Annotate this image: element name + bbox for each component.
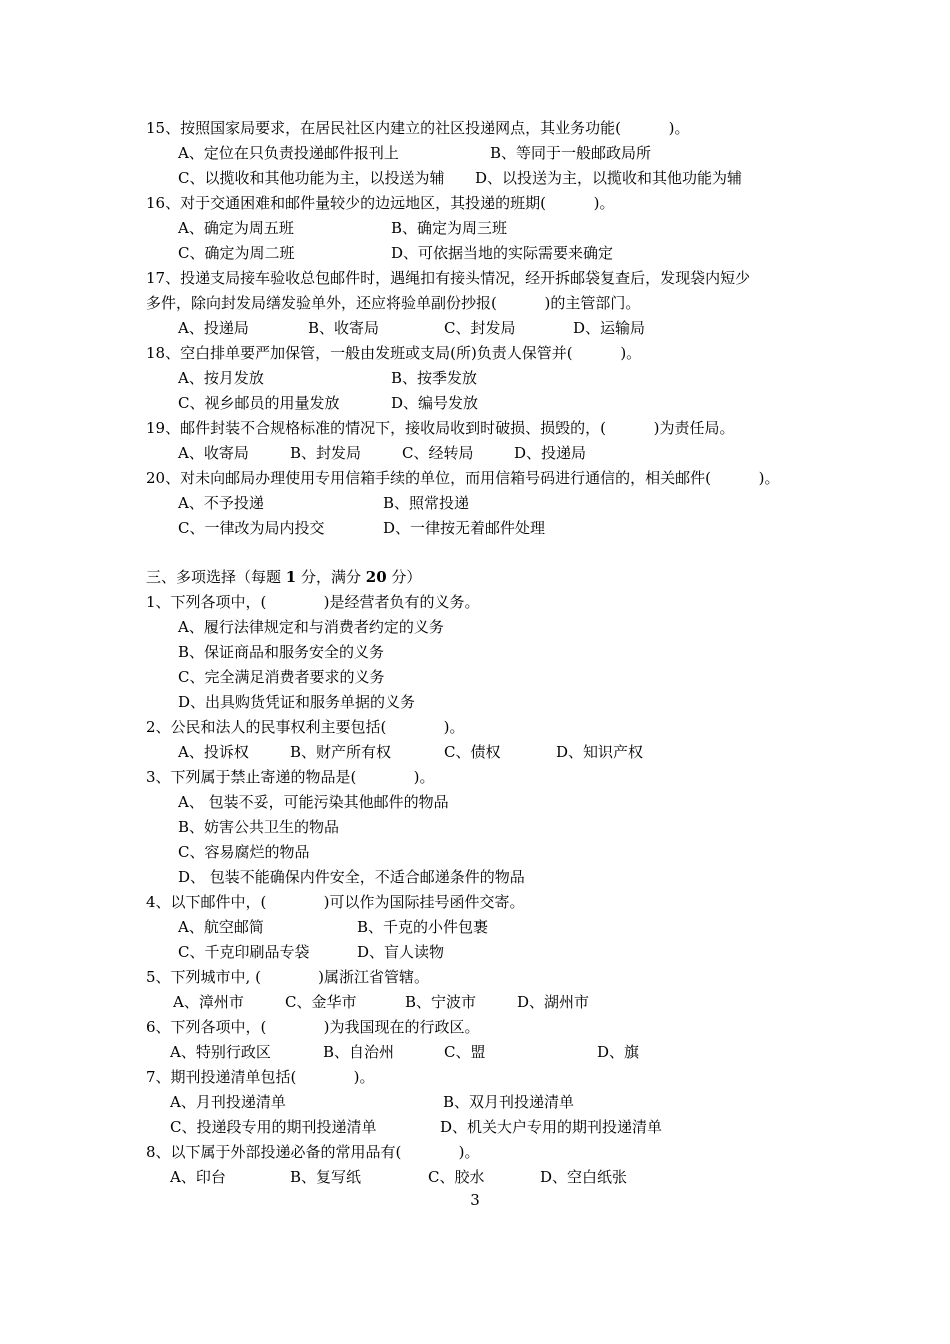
option: C、完全满足消费者要求的义务: [178, 668, 385, 686]
option: B、复写纸: [290, 1168, 362, 1186]
option: C、确定为周二班: [178, 244, 295, 262]
option: D、机关大户专用的期刊投递清单: [440, 1118, 663, 1136]
option: A、按月发放: [178, 369, 264, 387]
option: C、债权: [444, 743, 501, 761]
option: A、 包装不妥，可能污染其他邮件的物品: [178, 793, 449, 811]
option: C、千克印刷品专袋: [178, 943, 310, 961]
question-stem: 6、下列各项中，( )为我国现在的行政区。: [146, 1018, 480, 1036]
option: A、印台: [170, 1168, 226, 1186]
option: A、定位在只负责投递邮件报刊上: [178, 144, 399, 162]
question-stem-continued: 多件，除向封发局缮发验单外，还应将验单副份抄报( )的主管部门。: [146, 294, 641, 312]
option: C、经转局: [402, 444, 474, 462]
option: D、盲人读物: [357, 943, 445, 961]
question-stem: 19、邮件封装不合规格标准的情况下，接收局收到时破损、损毁的，( )为责任局。: [146, 419, 735, 437]
question-stem: 1、下列各项中，( )是经营者负有的义务。: [146, 593, 480, 611]
question-stem: 20、对未向邮局办理使用专用信箱手续的单位，而用信箱号码进行通信的，相关邮件( )。: [146, 469, 780, 487]
option: B、宁波市: [405, 993, 477, 1011]
option: D、旗: [597, 1043, 640, 1061]
option: B、双月刊投递清单: [443, 1093, 575, 1111]
option: B、自治州: [323, 1043, 395, 1061]
option: D、以投送为主，以揽收和其他功能为辅: [475, 169, 743, 187]
option: C、一律改为局内投交: [178, 519, 325, 537]
option: A、投诉权: [178, 743, 249, 761]
option: A、投递局: [178, 319, 249, 337]
option: A、确定为周五班: [178, 219, 294, 237]
option: D、空白纸张: [540, 1168, 628, 1186]
option: D、知识产权: [556, 743, 644, 761]
option: C、容易腐烂的物品: [178, 843, 310, 861]
question-stem: 15、按照国家局要求，在居民社区内建立的社区投递网点，其业务功能( )。: [146, 119, 690, 137]
question-stem: 7、期刊投递清单包括( )。: [146, 1068, 375, 1086]
option: B、等同于一般邮政局所: [490, 144, 652, 162]
option: D、 包装不能确保内件安全，不适合邮递条件的物品: [178, 868, 525, 886]
option: B、千克的小件包裹: [357, 918, 489, 936]
option: B、收寄局: [308, 319, 380, 337]
option: A、特别行政区: [170, 1043, 271, 1061]
option: D、出具购货凭证和服务单据的义务: [178, 693, 416, 711]
option: C、以揽收和其他功能为主，以投送为辅: [178, 169, 445, 187]
question-stem: 16、对于交通困难和邮件量较少的边远地区，其投递的班期( )。: [146, 194, 615, 212]
option: D、运输局: [573, 319, 646, 337]
option: A、航空邮简: [178, 918, 264, 936]
option: D、编号发放: [391, 394, 479, 412]
question-stem: 5、下列城市中, ( )属浙江省管辖。: [146, 968, 430, 986]
question-stem: 2、公民和法人的民事权利主要包括( )。: [146, 718, 465, 736]
option: D、一律按无着邮件处理: [383, 519, 546, 537]
option: D、湖州市: [517, 993, 590, 1011]
option: B、照常投递: [383, 494, 470, 512]
question-stem: 8、以下属于外部投递必备的常用品有( )。: [146, 1143, 480, 1161]
option: B、保证商品和服务安全的义务: [178, 643, 385, 661]
option: A、月刊投递清单: [170, 1093, 286, 1111]
option: B、妨害公共卫生的物品: [178, 818, 340, 836]
option: C、盟: [444, 1043, 486, 1061]
option: C、金华市: [285, 993, 357, 1011]
question-stem: 18、空白排单要严加保管，一般由发班或支局(所)负责人保管并( )。: [146, 344, 642, 362]
option: A、收寄局: [178, 444, 249, 462]
option: C、视乡邮员的用量发放: [178, 394, 340, 412]
option: B、封发局: [290, 444, 362, 462]
option: A、不予投递: [178, 494, 264, 512]
option: B、确定为周三班: [391, 219, 508, 237]
option: D、可依据当地的实际需要来确定: [391, 244, 614, 262]
option: C、封发局: [444, 319, 516, 337]
option: A、漳州市: [173, 993, 244, 1011]
section-heading: 三、多项选择（每题 1 分，满分 20 分）: [146, 568, 422, 586]
option: A、履行法律规定和与消费者约定的义务: [178, 618, 444, 636]
page-number: 3: [470, 1191, 480, 1209]
question-stem: 4、以下邮件中，( )可以作为国际挂号函件交寄。: [146, 893, 525, 911]
option: B、财产所有权: [290, 743, 392, 761]
option: C、投递段专用的期刊投递清单: [170, 1118, 377, 1136]
option: D、投递局: [514, 444, 587, 462]
option: C、胶水: [428, 1168, 485, 1186]
question-stem: 3、下列属于禁止寄递的物品是( )。: [146, 768, 435, 786]
option: B、按季发放: [391, 369, 478, 387]
question-stem: 17、投递支局接车验收总包邮件时，遇绳扣有接头情况，经开拆邮袋复查后，发现袋内短少: [146, 269, 751, 287]
